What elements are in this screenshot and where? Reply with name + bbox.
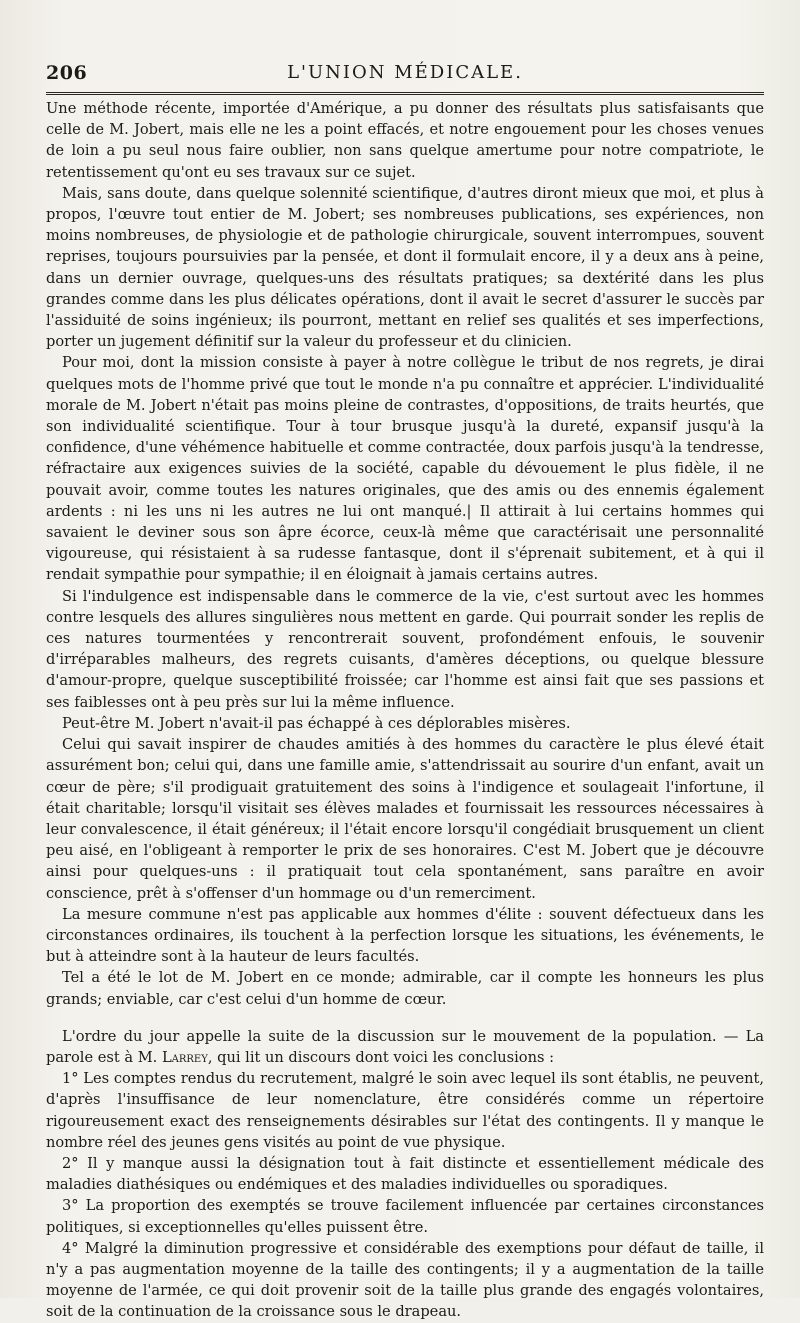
header-rule-thick: [46, 92, 764, 93]
section-break: [46, 1010, 764, 1026]
paragraph: Pour moi, dont la mission consiste à payer à notre collègue le tribut de nos regrets, je dirai quelques mots de l'homme privé que tout le monde n'a pu connaître et apprécier. L'individualité morale de M. Jobert n'était pas moins pleine de contrastes, d'oppositions, de traits heurtés, que son individualité scientifique. Tour à tour brusque jusqu'à la dureté, expansif jusqu'à la confidence, d'une véhémence habituelle et comme contractée, doux parfois jusqu'à la tendresse, réfractaire aux exigences suivies de la société, capable du dévouement le plus fidèle, il ne pouvait avoir, comme toutes les natures originales, que des amis ou des ennemis également ardents : ni les uns ni les autres ne lui ont manqué.| Il attirait à lui certains hommes qui savaient le deviner sous son âpre écorce, ceux-là même que caractérisait une personnalité vigoureuse, qui résistaient à sa rudesse fantasque, dont il s'éprenait subitement, et à qui il rendait sympathie pour sympathie; il en éloignait à jamais certains autres.: [46, 354, 764, 584]
conclusion-item: 4° Malgré la diminution progressive et considérable des exemptions pour défaut de taille, il n'y a pas augmentation moyenne de la taille des contingents; il y a augmentation de la taille moyenne de l'armée, ce qui doit provenir soit de la taille plus grande des engagés volontaires, soit de la continuation de la croissance sous le drapeau.: [46, 1239, 764, 1321]
paragraph: Si l'indulgence est indispensable dans le commerce de la vie, c'est surtout avec les hommes contre lesquels des allures singulières nous mettent en garde. Qui pourrait sonder les replis de ces natures tourmentées y rencontrerait souvent, profondément enfouis, le souvenir d'irréparables malheurs, des regrets cuisants, d'amères déceptions, ou quelque blessure d'amour-propre, quelque susceptibilité froissée; car l'homme est ainsi fait que ses passions et ses faiblesses ont à peu près sur lui la même influence.: [46, 587, 764, 711]
page-number: 206: [46, 62, 88, 84]
conclusion-item: 2° Il y manque aussi la désignation tout à fait distincte et essentiellement médicale des maladies diathésiques ou endémiques et des maladies individuelles ou sporadiques.: [46, 1154, 764, 1194]
speaker-name: Larrey: [161, 1048, 208, 1066]
intro-text-before: L'ordre du jour appelle la suite de la discussion sur le mouvement de la population. — La parole est à M.: [46, 1027, 764, 1066]
running-head: [46, 58, 764, 92]
header-rule-thin: [46, 94, 764, 95]
paragraph-continuation: Une méthode récente, importée d'Amérique, a pu donner des résultats plus satisfaisants que celle de M. Jobert, mais elle ne les a point effacés, et notre engouement pour les choses venues de loin a pu seul nous faire oublier, non sans quelque amertume pour notre compatriote, le retentissement qu'ont eu ses travaux sur ce sujet.: [46, 100, 764, 181]
journal-title: L'UNION MÉDICALE.: [287, 62, 523, 83]
conclusion-item: 3° La proportion des exemptés se trouve facilement influencée par certaines circonstances politiques, si exceptionnelles qu'elles puissent être.: [46, 1197, 764, 1236]
intro-text-after: , qui lit un discours dont voici les conclusions :: [207, 1048, 555, 1066]
paragraph: Mais, sans doute, dans quelque solennité scientifique, d'autres diront mieux que moi, et plus à propos, l'œuvre tout entier de M. Jobert; ses nombreuses publications, ses expériences, non moins nombreuses, de physiologie et de pathologie chirurgicale, souvent interrompues, souvent reprises, toujours poursuivies par la pensée, et dont il formulait encore, il y a deux ans à peine, dans un dernier ouvrage, quelques-uns des résultats pratiques; sa dextérité dans les plus grandes comme dans les plus délicates opérations, dont il avait le secret d'assurer le succès par l'assiduité de soins ingénieux; ils pourront, mettant en relief ses qualités et ses imperfections, porter un jugement définitif sur la valeur du professeur et du clinicien.: [46, 184, 764, 351]
paragraph: Celui qui savait inspirer de chaudes amitiés à des hommes du caractère le plus élevé était assurément bon; celui qui, dans une famille amie, s'attendrissait au sourire d'un enfant, avait un cœur de père; s'il prodiguait gratuitement des soins à l'indigence et soulageait l'infortune, il était charitable; lorsqu'il visitait ses élèves malades et fournissait les ressources nécessaires à leur convalescence, il était généreux; il l'était encore lorsqu'il congédiait brusquement un client peu aisé, en l'obligeant à remporter le prix de ses honoraires. C'est M. Jobert que je découvre ainsi pour quelques-uns : il pratiquait tout cela spontanément, sans paraître en avoir conscience, prêt à s'offenser d'un hommage ou d'un remerciment.: [46, 736, 764, 902]
paragraph: La mesure commune n'est pas applicable aux hommes d'élite : souvent défectueux dans les circonstances ordinaires, ils touchent à la perfection lorsque les situations, les événements, le but à atteindre sont à la hauteur de leurs facultés.: [46, 905, 764, 966]
conclusion-item: 1° Les comptes rendus du recrutement, malgré le soin avec lequel ils sont établis, ne peuvent, d'après l'insuffisance de leur nomenclature, être considérés comme un répertoire rigoureusement exact des renseignements désirables sur l'état des contingents. Il y manque le nombre réel des jeunes gens visités au point de vue physique.: [46, 1070, 764, 1151]
article-body: [46, 98, 764, 1323]
paragraph: Tel a été le lot de M. Jobert en ce monde; admirable, car il compte les honneurs les plus grands; enviable, car c'est celui d'un homme de cœur.: [46, 969, 764, 1008]
discussion-intro: [46, 1026, 764, 1068]
paragraph: Peut-être M. Jobert n'avait-il pas échappé à ces déplorables misères.: [62, 714, 571, 732]
